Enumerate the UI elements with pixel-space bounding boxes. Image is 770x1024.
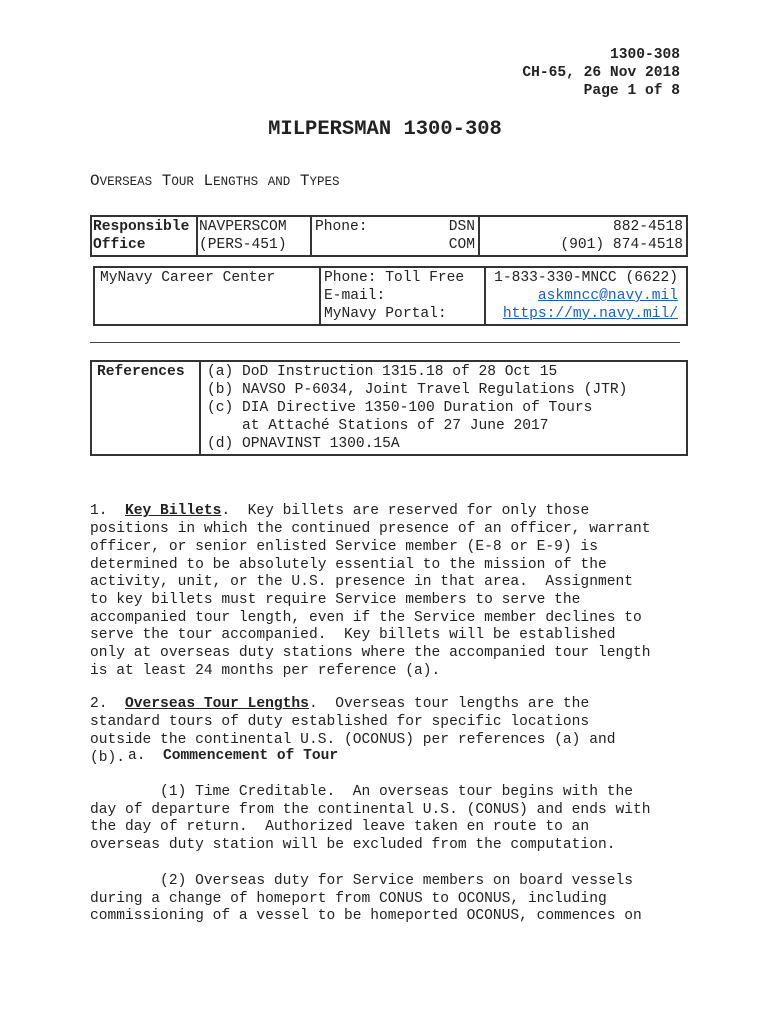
text-line: is at least 24 months per reference (a). [90,662,441,679]
document-title: MILPERSMAN 1300-308 [268,118,502,141]
text-line: (b). [90,749,126,766]
contact-name: MyNavy Career Center [94,267,320,325]
text-line: (c) DIA Directive 1350-100 Duration of Tours [207,400,593,416]
portal-link[interactable]: https://my.navy.mil/ [502,306,678,322]
text-line: serve the tour accompanied. Key billets will be established [90,627,616,644]
text-line: (b) NAVSO P-6034, Joint Travel Regulations (JTR) [207,382,628,398]
page-number: Page 1 of 8 [583,83,680,99]
paragraph-overseas-tour-lengths: 2. Overseas Tour Lengths. Overseas tour lengths are the standard tours of duty established for specific locations outside the continental U.S. (OCONUS) per references (a) and (b). [90,696,616,766]
text-line: accompanied tour length, even if the Service member declines to [90,609,642,626]
contact-values [485,267,687,325]
text-line: standard tours of duty established for specific locations [90,714,590,731]
text-line: only at overseas duty stations where the accompanied tour length [90,645,651,662]
references-table [90,360,688,456]
text-line: during a change of homeport from CONUS to OCONUS, including [90,890,607,907]
doc-number: 1300-308 [609,47,680,63]
paragraph-key-billets: 1. Key Billets. Key billets are reserved for only those positions in which the continued presence of an officer, warrant officer, or senior enlisted Service member (E-8 or E-9) is determined to be absolutely essential to the mission of the activity, unit, or the U.S. presence in that area. Assignment to key billets must require Service members to serve the accompanied tour length, even if the Service member declines to serve the tour accompanied. Key billets will be established only at overseas duty stations where the accompanied tour length is at least 24 months per reference (a). [90,503,651,679]
divider-line [90,342,680,343]
text-line: overseas duty station will be excluded from the computation. [90,837,616,854]
text-line: (d) OPNAVINST 1300.15A [207,436,400,452]
paragraph-overseas-duty-vessels [90,873,642,926]
change-info: CH-65, 26 Nov 2018 [522,65,680,81]
email-link[interactable]: askmncc@navy.mil [537,288,678,304]
office-phone-label: Phone: DSN COM [311,216,479,256]
references-list [200,361,687,455]
section-title: OVERSEAS TOUR LENGTHS AND TYPES [90,172,340,190]
text-line: (a) DoD Instruction 1315.18 of 28 Oct 15 [207,364,558,380]
text-line: commissioning of a vessel to be homeported OCONUS, commences on [90,908,642,925]
heading-key-billets: Key Billets [125,503,222,520]
page-header [522,46,680,100]
text-line: activity, unit, or the U.S. presence in that area. Assignment [90,574,633,591]
text-line: (2) Overseas duty for Service members on board vessels [90,873,633,889]
contact-labels: Phone: Toll Free E-mail: MyNavy Portal: [320,267,485,325]
text-line: positions in which the continued presence of an officer, warrant [90,521,651,538]
text-line: (1) Time Creditable. An overseas tour begins with the [90,784,633,800]
office-org: NAVPERSCOM (PERS-451) [197,216,311,256]
office-phone-numbers: 882-4518 (901) 874-4518 [479,216,687,256]
responsible-office-table [90,215,688,257]
text-line: at Attaché Stations of 27 June 2017 [207,418,549,434]
contact-phone: 1-833-330-MNCC (6622) [494,270,678,286]
contact-table [93,266,688,326]
subheading-commencement: a. Commencement of Tour [128,748,339,764]
paragraph-time-creditable [90,784,651,855]
references-label: References [91,361,200,455]
text-line: to key billets must require Service members to serve the [90,591,581,608]
text-line: determined to be absolutely essential to the mission of the [90,556,607,573]
text-line: officer, or senior enlisted Service member (E-8 or E-9) is [90,538,598,555]
text-line: day of departure from the continental U.S. (CONUS) and ends with [90,801,651,818]
office-label: Responsible Office [91,216,197,256]
heading-overseas-tour-lengths: Overseas Tour Lengths [125,696,309,713]
text-line: outside the continental U.S. (OCONUS) per references (a) and [90,731,616,748]
text-line: the day of return. Authorized leave taken en route to an [90,819,590,836]
